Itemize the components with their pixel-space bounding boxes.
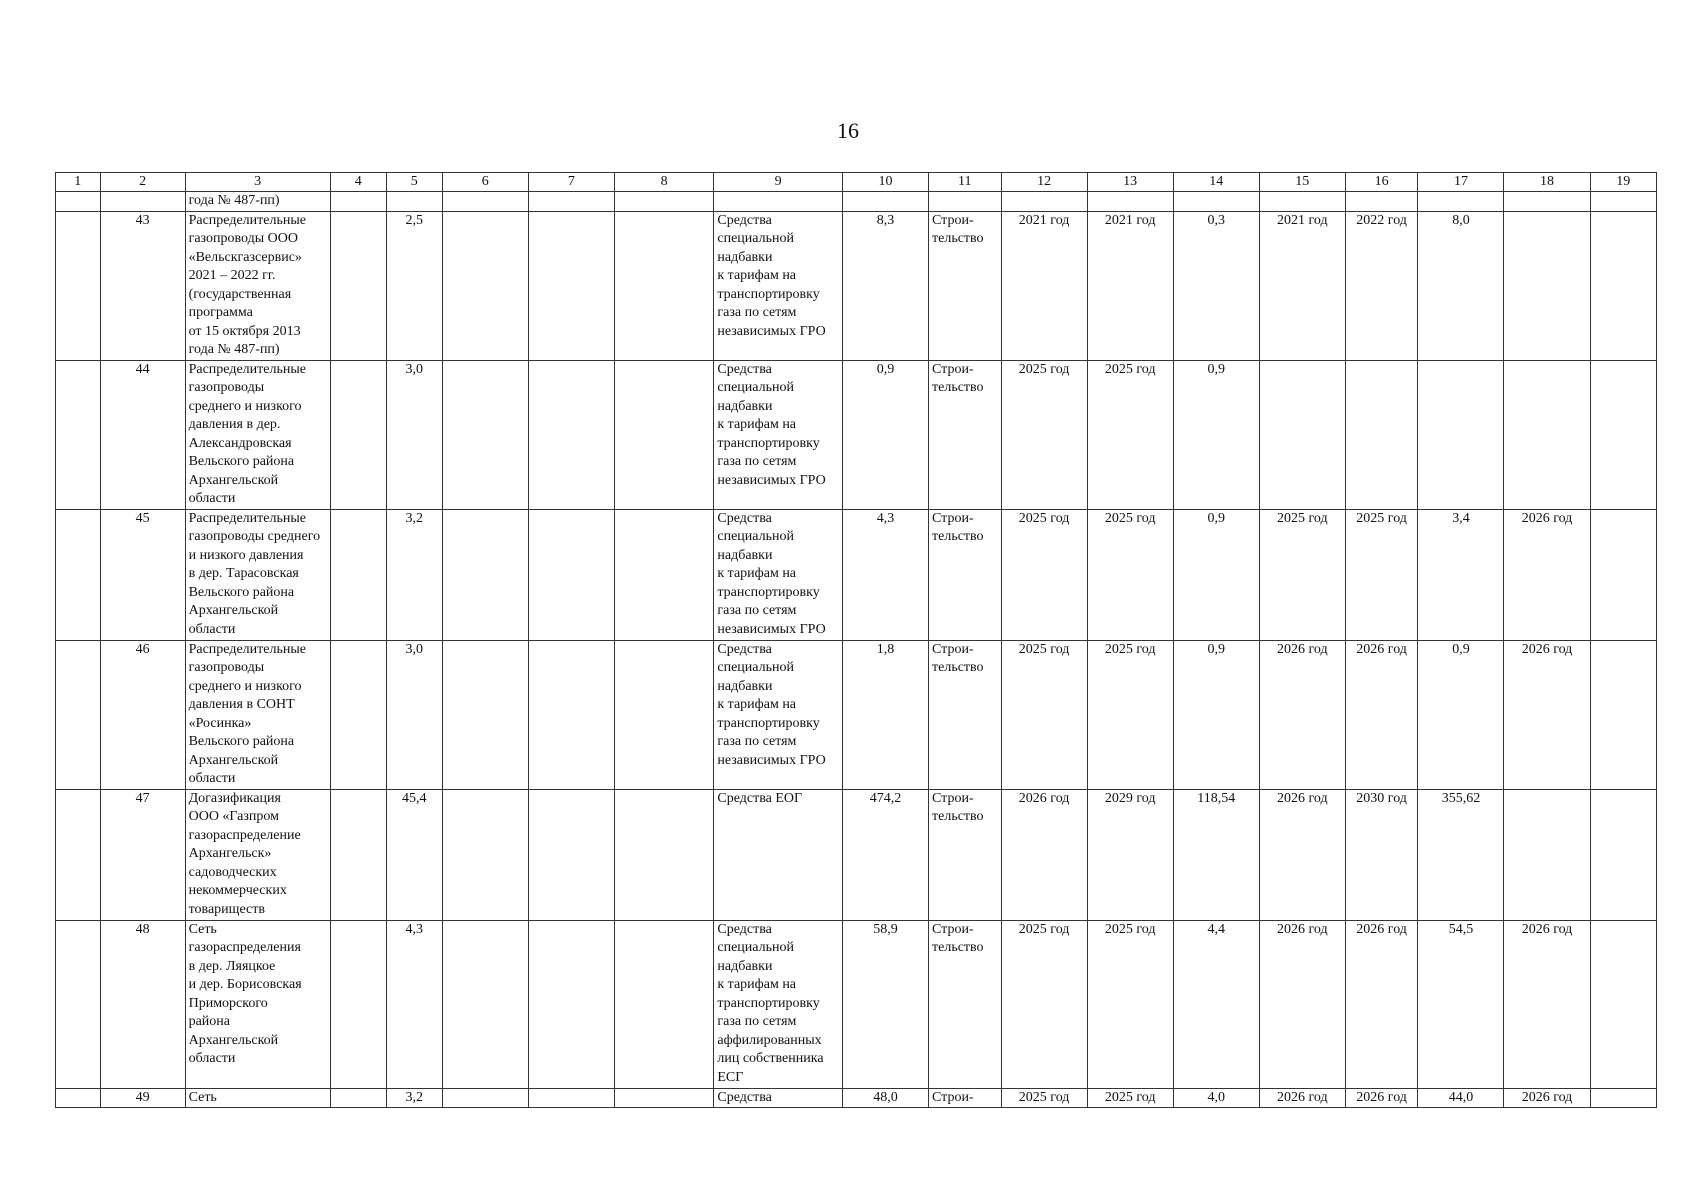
row-number: 49 xyxy=(100,1088,185,1108)
object-name: Распределительные газопроводы среднего и низкого давления в дер. Тарасовская Вельского района Архангельской области xyxy=(185,509,330,640)
cost-value: 474,2 xyxy=(842,789,928,920)
table-cell xyxy=(442,509,528,640)
cost-value: 0,9 xyxy=(1173,640,1259,789)
cost-value: 0,3 xyxy=(1173,211,1259,360)
table-cell xyxy=(528,192,614,212)
funding-source: Средства ЕОГ xyxy=(714,789,843,920)
table-cell xyxy=(56,920,101,1088)
table-cell xyxy=(330,192,386,212)
table-cell xyxy=(100,192,185,212)
length-value: 3,0 xyxy=(386,360,442,509)
cost-value: 8,0 xyxy=(1418,211,1504,360)
funding-source: Средства специальной надбавки к тарифам на транспортировку газа по сетям аффилированных лиц собственника ЕСГ xyxy=(714,920,843,1088)
table-cell xyxy=(442,211,528,360)
header-cell: 17 xyxy=(1418,173,1504,192)
work-type: Строи- тельство xyxy=(929,640,1002,789)
table-cell xyxy=(842,192,928,212)
table-cell xyxy=(1590,1088,1656,1108)
table-cell xyxy=(56,509,101,640)
table-cell xyxy=(528,1088,614,1108)
continuation-row xyxy=(56,192,1657,212)
table-cell xyxy=(528,211,614,360)
start-year: 2025 год xyxy=(1001,640,1087,789)
cost-value: 54,5 xyxy=(1418,920,1504,1088)
start-year: 2021 год xyxy=(1001,211,1087,360)
end-year: 2025 год xyxy=(1087,509,1173,640)
table-body xyxy=(56,173,1657,1108)
length-value: 3,0 xyxy=(386,640,442,789)
table-cell xyxy=(56,1088,101,1108)
table-cell xyxy=(442,360,528,509)
table-row xyxy=(56,509,1657,640)
table-cell xyxy=(386,192,442,212)
start-year: 2025 год xyxy=(1001,509,1087,640)
table-cell xyxy=(528,360,614,509)
row-number: 47 xyxy=(100,789,185,920)
header-cell: 3 xyxy=(185,173,330,192)
end-year: 2026 год xyxy=(1345,640,1418,789)
row-number: 44 xyxy=(100,360,185,509)
funding-source: Средства специальной надбавки к тарифам на транспортировку газа по сетям независимых ГРО xyxy=(714,640,843,789)
header-cell: 1 xyxy=(56,173,101,192)
end-year: 2025 год xyxy=(1087,920,1173,1088)
cost-value: 1,8 xyxy=(842,640,928,789)
page-number: 16 xyxy=(837,118,859,143)
end-year: 2026 год xyxy=(1345,920,1418,1088)
work-type: Строи- тельство xyxy=(929,360,1002,509)
cost-value xyxy=(1418,360,1504,509)
table-cell xyxy=(929,192,1002,212)
header-cell: 9 xyxy=(714,173,843,192)
table-row xyxy=(56,640,1657,789)
table-cell xyxy=(330,211,386,360)
table-cell xyxy=(614,509,714,640)
continuation-text: года № 487-пп) xyxy=(185,192,330,212)
end-year: 2025 год xyxy=(1087,1088,1173,1108)
work-type: Строи- xyxy=(929,1088,1002,1108)
header-cell: 4 xyxy=(330,173,386,192)
table-cell xyxy=(442,192,528,212)
header-cell: 16 xyxy=(1345,173,1418,192)
row-number: 46 xyxy=(100,640,185,789)
table-cell xyxy=(614,1088,714,1108)
start-year: 2021 год xyxy=(1259,211,1345,360)
program-table xyxy=(55,172,1657,1108)
cost-value: 4,0 xyxy=(1173,1088,1259,1108)
header-cell: 15 xyxy=(1259,173,1345,192)
header-row xyxy=(56,173,1657,192)
row-number: 48 xyxy=(100,920,185,1088)
length-value: 2,5 xyxy=(386,211,442,360)
table-cell xyxy=(56,640,101,789)
table-cell xyxy=(330,360,386,509)
end-year: 2025 год xyxy=(1087,360,1173,509)
year-value: 2026 год xyxy=(1504,920,1590,1088)
start-year: 2026 год xyxy=(1001,789,1087,920)
year-value: 2026 год xyxy=(1504,509,1590,640)
object-name: Сеть xyxy=(185,1088,330,1108)
table-cell xyxy=(1001,192,1087,212)
table-cell xyxy=(1590,509,1656,640)
start-year: 2025 год xyxy=(1001,360,1087,509)
cost-value: 0,9 xyxy=(1173,509,1259,640)
end-year: 2025 год xyxy=(1345,509,1418,640)
cost-value: 4,3 xyxy=(842,509,928,640)
end-year: 2025 год xyxy=(1087,640,1173,789)
table-cell xyxy=(330,789,386,920)
table-row xyxy=(56,789,1657,920)
table-cell xyxy=(1418,192,1504,212)
table-cell xyxy=(614,211,714,360)
table-cell xyxy=(330,1088,386,1108)
table-cell xyxy=(614,192,714,212)
start-year: 2026 год xyxy=(1259,920,1345,1088)
header-cell: 12 xyxy=(1001,173,1087,192)
object-name: Распределительные газопроводы среднего и низкого давления в СОНТ «Росинка» Вельского района Архангельской области xyxy=(185,640,330,789)
funding-source: Средства xyxy=(714,1088,843,1108)
end-year: 2030 год xyxy=(1345,789,1418,920)
table-cell xyxy=(1590,640,1656,789)
header-cell: 5 xyxy=(386,173,442,192)
funding-source: Средства специальной надбавки к тарифам на транспортировку газа по сетям независимых ГРО xyxy=(714,211,843,360)
header-cell: 10 xyxy=(842,173,928,192)
table-cell xyxy=(1345,192,1418,212)
end-year: 2026 год xyxy=(1345,1088,1418,1108)
start-year: 2026 год xyxy=(1259,1088,1345,1108)
table-cell xyxy=(442,640,528,789)
year-value xyxy=(1504,211,1590,360)
funding-source: Средства специальной надбавки к тарифам на транспортировку газа по сетям независимых ГРО xyxy=(714,360,843,509)
table-cell xyxy=(528,920,614,1088)
header-cell: 14 xyxy=(1173,173,1259,192)
length-value: 3,2 xyxy=(386,1088,442,1108)
table-cell xyxy=(1259,192,1345,212)
funding-source: Средства специальной надбавки к тарифам на транспортировку газа по сетям независимых ГРО xyxy=(714,509,843,640)
object-name: Догазификация ООО «Газпром газораспределение Архангельск» садоводческих некоммерческих товариществ xyxy=(185,789,330,920)
cost-value: 48,0 xyxy=(842,1088,928,1108)
cost-value: 0,9 xyxy=(842,360,928,509)
table-cell xyxy=(330,640,386,789)
table-cell xyxy=(714,192,843,212)
work-type: Строи- тельство xyxy=(929,211,1002,360)
length-value: 3,2 xyxy=(386,509,442,640)
table-cell xyxy=(614,640,714,789)
cost-value: 8,3 xyxy=(842,211,928,360)
year-value xyxy=(1504,789,1590,920)
year-value: 2026 год xyxy=(1504,1088,1590,1108)
start-year: 2026 год xyxy=(1259,789,1345,920)
table-cell xyxy=(614,360,714,509)
end-year: 2022 год xyxy=(1345,211,1418,360)
header-cell: 8 xyxy=(614,173,714,192)
table-cell xyxy=(442,920,528,1088)
header-cell: 19 xyxy=(1590,173,1656,192)
length-value: 4,3 xyxy=(386,920,442,1088)
cost-value: 0,9 xyxy=(1173,360,1259,509)
table-cell xyxy=(1504,192,1590,212)
table-cell xyxy=(330,509,386,640)
cost-value: 118,54 xyxy=(1173,789,1259,920)
cost-value: 44,0 xyxy=(1418,1088,1504,1108)
start-year xyxy=(1259,360,1345,509)
header-cell: 7 xyxy=(528,173,614,192)
table-row xyxy=(56,211,1657,360)
header-cell: 18 xyxy=(1504,173,1590,192)
header-cell: 6 xyxy=(442,173,528,192)
table-cell xyxy=(56,360,101,509)
table-cell xyxy=(1590,192,1656,212)
table-cell xyxy=(1590,211,1656,360)
start-year: 2025 год xyxy=(1001,920,1087,1088)
year-value: 2026 год xyxy=(1504,640,1590,789)
work-type: Строи- тельство xyxy=(929,789,1002,920)
table-cell xyxy=(442,789,528,920)
table-cell xyxy=(1173,192,1259,212)
end-year xyxy=(1345,360,1418,509)
end-year: 2029 год xyxy=(1087,789,1173,920)
object-name: Распределительные газопроводы среднего и низкого давления в дер. Александровская Вельского района Архангельской области xyxy=(185,360,330,509)
table-cell xyxy=(528,789,614,920)
table-cell xyxy=(528,509,614,640)
length-value: 45,4 xyxy=(386,789,442,920)
start-year: 2025 год xyxy=(1259,509,1345,640)
table-row xyxy=(56,920,1657,1088)
header-cell: 11 xyxy=(929,173,1002,192)
row-number: 43 xyxy=(100,211,185,360)
table-row xyxy=(56,1088,1657,1108)
table-cell xyxy=(1590,789,1656,920)
cost-value: 355,62 xyxy=(1418,789,1504,920)
work-type: Строи- тельство xyxy=(929,509,1002,640)
object-name: Распределительные газопроводы ООО «Вельскгазсервис» 2021 – 2022 гг. (государственная программа от 15 октября 2013 года № 487-пп) xyxy=(185,211,330,360)
start-year: 2025 год xyxy=(1001,1088,1087,1108)
cost-value: 4,4 xyxy=(1173,920,1259,1088)
row-number: 45 xyxy=(100,509,185,640)
work-type: Строи- тельство xyxy=(929,920,1002,1088)
table-cell xyxy=(614,920,714,1088)
table-cell xyxy=(614,789,714,920)
table-cell xyxy=(56,192,101,212)
table-cell xyxy=(528,640,614,789)
table-cell xyxy=(56,211,101,360)
table-cell xyxy=(1087,192,1173,212)
table-cell xyxy=(330,920,386,1088)
cost-value: 3,4 xyxy=(1418,509,1504,640)
cost-value: 58,9 xyxy=(842,920,928,1088)
start-year: 2026 год xyxy=(1259,640,1345,789)
cost-value: 0,9 xyxy=(1418,640,1504,789)
table-cell xyxy=(1590,920,1656,1088)
year-value xyxy=(1504,360,1590,509)
table-row xyxy=(56,360,1657,509)
header-cell: 13 xyxy=(1087,173,1173,192)
header-cell: 2 xyxy=(100,173,185,192)
table-cell xyxy=(1590,360,1656,509)
table-cell xyxy=(442,1088,528,1108)
table-cell xyxy=(56,789,101,920)
end-year: 2021 год xyxy=(1087,211,1173,360)
object-name: Сеть газораспределения в дер. Ляяцкое и дер. Борисовская Приморского района Архангельской области xyxy=(185,920,330,1088)
